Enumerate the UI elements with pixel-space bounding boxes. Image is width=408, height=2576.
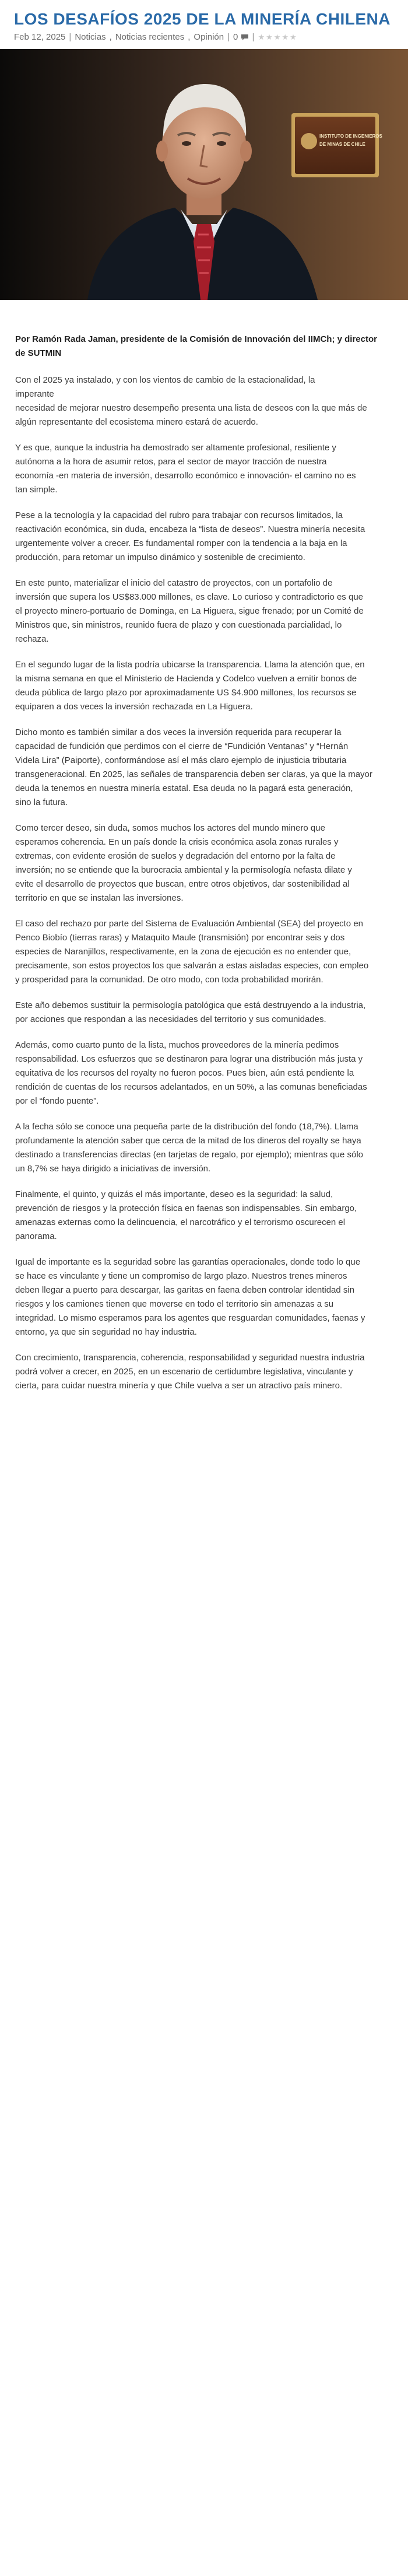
article-paragraph: Además, como cuarto punto de la lista, muchos proveedores de la minería pedimos responsabilidad. Los esfuerzos que se destinaron para lograr una distribución más justa y equitativa de los recursos del royalty no fueron pocos. Pues bien, aún está pendiente la rendición de cuentas de los recursos adelantados, en un 50%, a las comunas beneficiadas por el “fondo puente”. [15, 1040, 367, 1106]
article-paragraph: Igual de importante es la seguridad sobre las garantías operacionales, donde todo lo que se hace es vinculante y tiene un compromiso de largo plazo. Nuestros trenes mineros deben llegar a puerto para descargar, las garitas en faena deben controlar identidad sin riesgos y los camiones tienen que moverse en todo el territorio sin amenazas a su integridad. Lo mismo esperamos para los agentes que resguardan comunidades, faenas y entorno, ya que sin seguridad no hay industria. [15, 1257, 365, 1337]
star-icon[interactable]: ★ [258, 33, 265, 41]
star-icon[interactable]: ★ [290, 33, 297, 41]
plaque-text-line1: INSTITUTO DE INGENIEROS [319, 134, 382, 139]
article-paragraph: Este año debemos sustituir la permisología patológica que está destruyendo a la industria, por acciones que respondan a las necesidades del territorio y sus comunidades. [15, 1000, 366, 1024]
star-icon[interactable]: ★ [282, 33, 289, 41]
article-title: LOS DESAFÍOS 2025 DE LA MINERÍA CHILENA [14, 10, 391, 28]
publish-date: Feb 12, 2025 [14, 32, 66, 42]
article-meta [0, 32, 408, 49]
article-paragraph: A la fecha sólo se conoce una pequeña parte de la distribución del fondo (18,7%). Llama profundamente la atención saber que cerca de la mitad de los dineros del royalty se haya destinado a transferencias directas (en tarjetas de regalo, por ejemplo); mientras que sólo un 8,7% se haya dirigido a iniciativas de inversión. [15, 1122, 363, 1174]
article-body [0, 300, 408, 1393]
category-link-opinion[interactable]: Opinión [194, 32, 224, 42]
article-paragraph: Dicho monto es también similar a dos veces la inversión requerida para recuperar la capacidad de fundición que perdimos con el cierre de “Fundición Ventanas” y “Hernán Videla Lira” (Paiporte), conformándose así el más claro ejemplo de injusticia tributaria transgeneracional. En 2025, las señales de transparencia deben ser claras, ya que la mayor deuda la tenemos en nuestra minería estatal. Esa deuda no la pagará esta generación, sino la futura. [15, 727, 372, 807]
star-icon[interactable]: ★ [273, 33, 281, 41]
author-byline: Por Ramón Rada Jaman, presidente de la Comisión de Innovación del IIMCh; y director de SUTMIN [15, 334, 377, 358]
article-paragraph: Con el 2025 ya instalado, y con los vientos de cambio de la estacionalidad, la imperante necesidad de mejorar nuestro desempeño presenta una lista de deseos con la que más de algún representante del ecosistema minero estará de acuerdo. [15, 375, 367, 427]
article-paragraph: En este punto, materializar el inicio del catastro de proyectos, con un portafolio de inversión que supera los US$83.000 millones, es clave. Lo curioso y contradictorio es que el proyecto minero-portuario de Dominga, en La Higuera, sigue frenado; por un Comité de Ministros que, sin ministros, reunido fuera de plazo y con cuestionada parcialidad, lo rechaza. [15, 578, 364, 644]
comments-link[interactable] [233, 32, 249, 43]
meta-separator: | [69, 32, 72, 42]
article-paragraph: En el segundo lugar de la lista podría ubicarse la transparencia. Llama la atención que, en la misma semana en que el Ministerio de Hacienda y Codelco vuelven a emitir bonos de deuda pública de largo plazo por aproximadamente US $4.900 millones, los recursos se equiparen a dos veces la inversión rechazada en La Higuera. [15, 660, 365, 712]
hero-photo [0, 49, 408, 300]
article-paragraph: Con crecimiento, transparencia, coherencia, responsabilidad y seguridad nuestra industria podrá volver a crecer, en 2025, en un escenario de certidumbre legislativa, vinculante y cierta, para cuidar nuestra minería y que Chile vuelva a ser un atractivo país minero. [15, 1353, 365, 1391]
rating-stars[interactable] [258, 32, 296, 43]
article-paragraph: El caso del rechazo por parte del Sistema de Evaluación Ambiental (SEA) del proyecto en Penco Biobío (tierras raras) y Mataquito Maule (transmisión) por encontrar seis y dos especies de Naranjillos, respectivamente, en la zona de ejecución es no entender que, precisamente, son estos proyectos los que salvarán a estas aisladas especies, con empleo y prosperidad para la comunidad. De otro modo, con toda probabilidad morirán. [15, 919, 369, 985]
category-comma: , [188, 32, 191, 42]
category-link-noticias[interactable]: Noticias [75, 32, 106, 42]
article-paragraph: Finalmente, el quinto, y quizás el más importante, deseo es la seguridad: la salud, prevención de riesgos y la protección física en faenas son indispensables. Sin embargo, amenazas externas como la delincuencia, el narcotráfico y el terrorismo oscurecen el panorama. [15, 1189, 357, 1241]
meta-separator: | [227, 32, 230, 42]
category-comma: , [109, 32, 112, 42]
comment-bubble-icon [241, 34, 249, 41]
plaque-text-line2: DE MINAS DE CHILE [319, 142, 365, 147]
portrait-illustration [0, 49, 408, 300]
article-paragraph: Como tercer deseo, sin duda, somos muchos los actores del mundo minero que esperamos coherencia. En un país donde la crisis económica asola zonas rurales y extremas, con evidente erosión de suelos y degradación del entorno por la falta de inversión; no se entiende que la burocracia ambiental y la permisología nefasta dilate y evite el desarrollo de proyectos que buscan, entre otros objetivos, dar sostenibilidad al territorio en que se instalan las inversiones. [15, 823, 352, 903]
category-link-noticias-recientes[interactable]: Noticias recientes [115, 32, 185, 42]
comments-count: 0 [233, 32, 238, 42]
article-paragraph: Y es que, aunque la industria ha demostrado ser altamente profesional, resiliente y autónoma a la hora de asumir retos, para el sector de mayor tracción de nuestra economía -en materia de inversión, desarrollo económico e innovación- el camino no es tan simple. [15, 443, 356, 495]
article-paragraph: Pese a la tecnología y la capacidad del rubro para trabajar con recursos limitados, la reactivación económica, sin duda, encabeza la “lista de deseos”. Nuestra minería necesita urgentemente volver a crecer. Es fundamental romper con la tendencia a la baja en la producción, para retomar un impulso dinámico y sostenible de crecimiento. [15, 510, 365, 562]
meta-separator: | [252, 32, 255, 42]
star-icon[interactable]: ★ [266, 33, 273, 41]
